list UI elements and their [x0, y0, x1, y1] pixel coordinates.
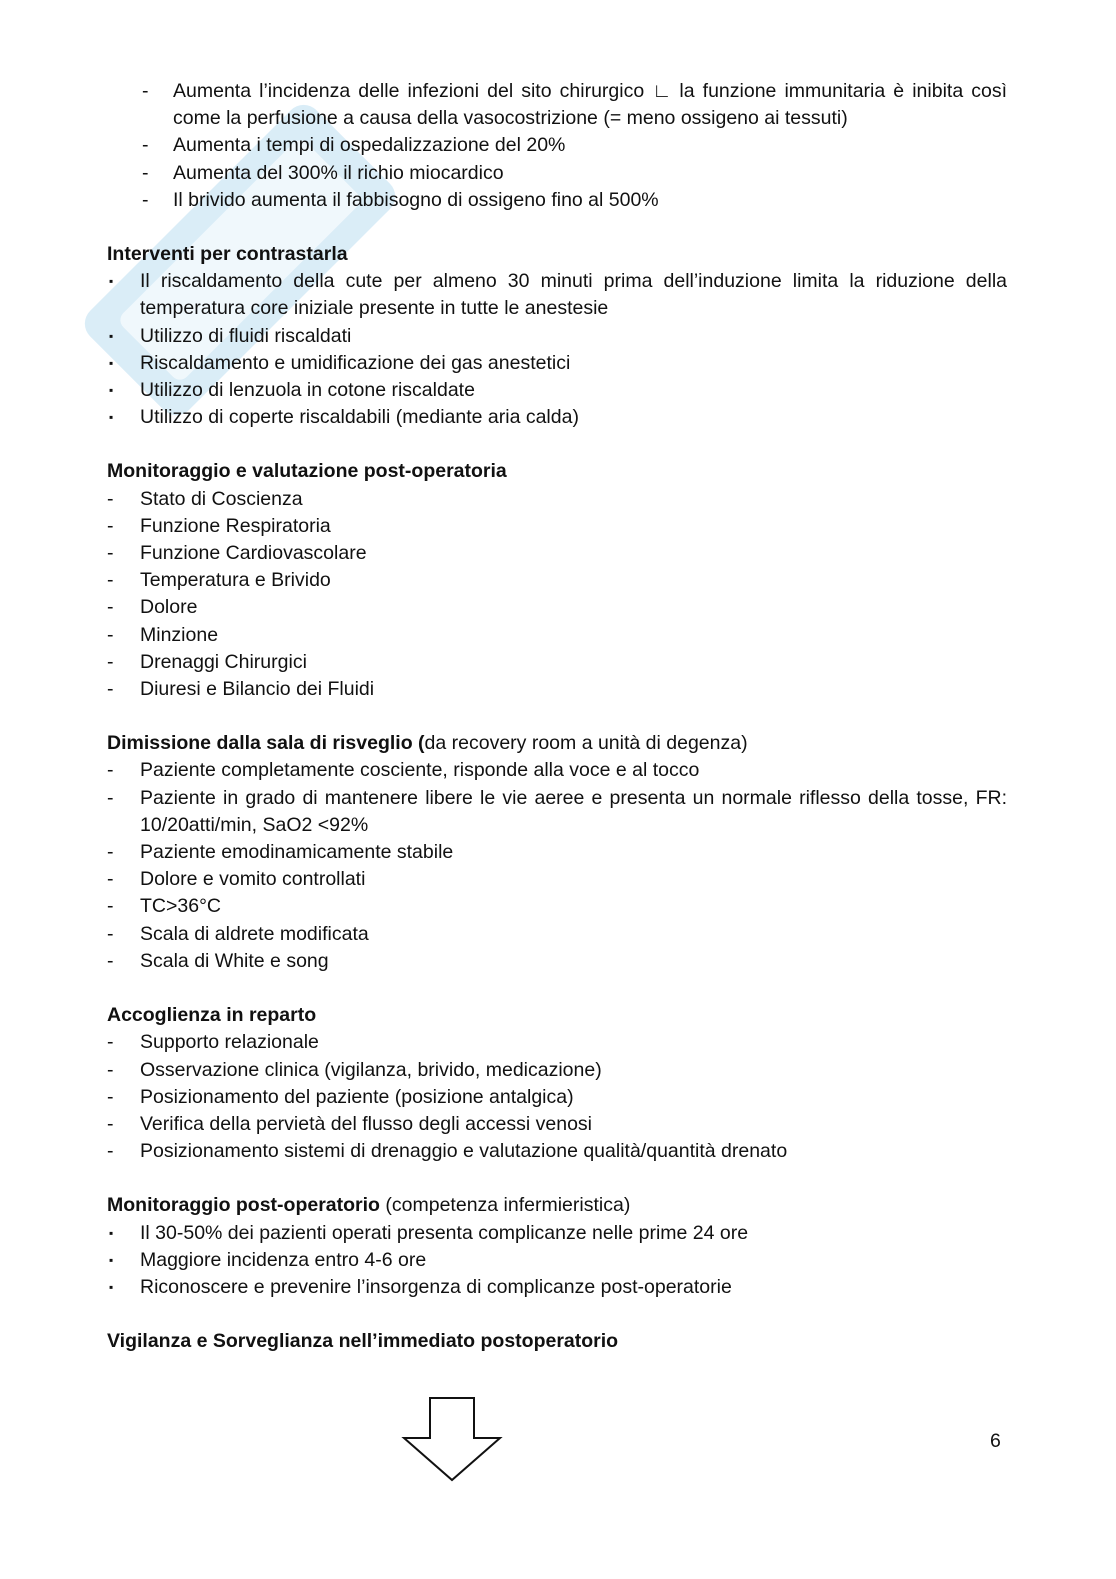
list-item: ▪ Utilizzo di fluidi riscaldati — [109, 324, 352, 347]
heading-bold-part: Monitoraggio post-operatorio — [107, 1194, 380, 1217]
list-item: - Osservazione clinica (vigilanza, brivido, medicazione) — [107, 1058, 602, 1081]
heading-note: (competenza infermieristica) — [385, 1194, 631, 1217]
list-item: - Paziente emodinamicamente stabile — [107, 841, 454, 864]
list-item: - Drenaggi Chirurgici — [107, 650, 307, 673]
list-item: - Posizionamento sistemi di drenaggio e valutazione qualità/quantità drenato — [107, 1140, 788, 1163]
list-item: - Funzione Cardiovascolare — [107, 542, 367, 565]
section-heading-accoglienza: Accoglienza in reparto — [107, 1004, 317, 1027]
list-item: ▪ Il riscaldamento della cute per almeno 30 minuti prima dell’induzione limita la riduzione della temperatura core iniziale presente in tutte le anestesie — [109, 270, 1007, 320]
section-heading-dimissione — [107, 730, 1007, 757]
list-item: - Paziente in grado di mantenere libere le vie aeree e presenta un normale riflesso della tosse, FR: 10/20atti/min, SaO2 <92% — [107, 786, 1007, 836]
list-item: ▪ Utilizzo di coperte riscaldabili (mediante aria calda) — [109, 406, 579, 429]
intro-list — [107, 78, 1007, 214]
list-item: - Verifica della pervietà del flusso degli accessi venosi — [107, 1112, 592, 1135]
list-item: - Aumenta l’incidenza delle infezioni del sito chirurgico ∟ la funzione immunitaria è inibita così come la perfusione a causa della vasocostrizione (= meno ossigeno ai tessuti) — [142, 80, 1007, 130]
list-item: ▪ Riscaldamento e umidificazione dei gas anestetici — [109, 351, 571, 374]
dimissione-list — [107, 757, 1007, 975]
list-item: - Posizionamento del paziente (posizione antalgica) — [107, 1085, 574, 1108]
list-item: - Aumenta i tempi di ospedalizzazione del 20% — [142, 134, 566, 157]
page-number: 6 — [990, 1430, 1001, 1452]
monitoraggio-list — [107, 486, 1007, 704]
heading-bold-part: Dimissione dalla sala di risveglio ( — [107, 732, 425, 755]
postop-list — [107, 1220, 1007, 1302]
list-item: - Dolore — [107, 596, 198, 619]
list-item: ▪ Utilizzo di lenzuola in cotone riscaldate — [109, 379, 475, 402]
section-heading-postop — [107, 1192, 1007, 1219]
list-item: - Dolore e vomito controllati — [107, 868, 366, 891]
list-item: - Stato di Coscienza — [107, 487, 303, 510]
section-heading-vigilanza: Vigilanza e Sorveglianza nell’immediato postoperatorio — [107, 1330, 619, 1353]
list-item: - Minzione — [107, 623, 219, 646]
list-item: - Funzione Respiratoria — [107, 514, 331, 537]
list-item: - Aumenta del 300% il richio miocardico — [142, 161, 504, 184]
list-item: - TC>36°C — [107, 895, 221, 918]
list-item: - Supporto relazionale — [107, 1031, 319, 1054]
document-page — [107, 78, 1007, 1355]
down-arrow-icon — [400, 1396, 504, 1484]
interventi-list — [107, 268, 1007, 431]
list-item: ▪ Maggiore incidenza entro 4-6 ore — [109, 1248, 427, 1271]
section-heading-interventi: Interventi per contrastarla — [107, 243, 348, 266]
list-item: ▪ Il 30-50% dei pazienti operati presenta complicanze nelle prime 24 ore — [109, 1221, 749, 1244]
list-item: - Paziente completamente cosciente, risponde alla voce e al tocco — [107, 759, 700, 782]
list-item: - Il brivido aumenta il fabbisogno di ossigeno fino al 500% — [142, 188, 659, 211]
list-item: - Temperatura e Brivido — [107, 569, 331, 592]
accoglienza-list — [107, 1029, 1007, 1165]
list-item: - Scala di White e song — [107, 949, 329, 972]
list-item: - Diuresi e Bilancio dei Fluidi — [107, 678, 375, 701]
heading-note: da recovery room a unità di degenza) — [424, 732, 748, 755]
section-heading-monitoraggio: Monitoraggio e valutazione post-operatoria — [107, 460, 507, 483]
list-item: ▪ Riconoscere e prevenire l’insorgenza di complicanze post-operatorie — [109, 1275, 732, 1298]
list-item: - Scala di aldrete modificata — [107, 922, 369, 945]
